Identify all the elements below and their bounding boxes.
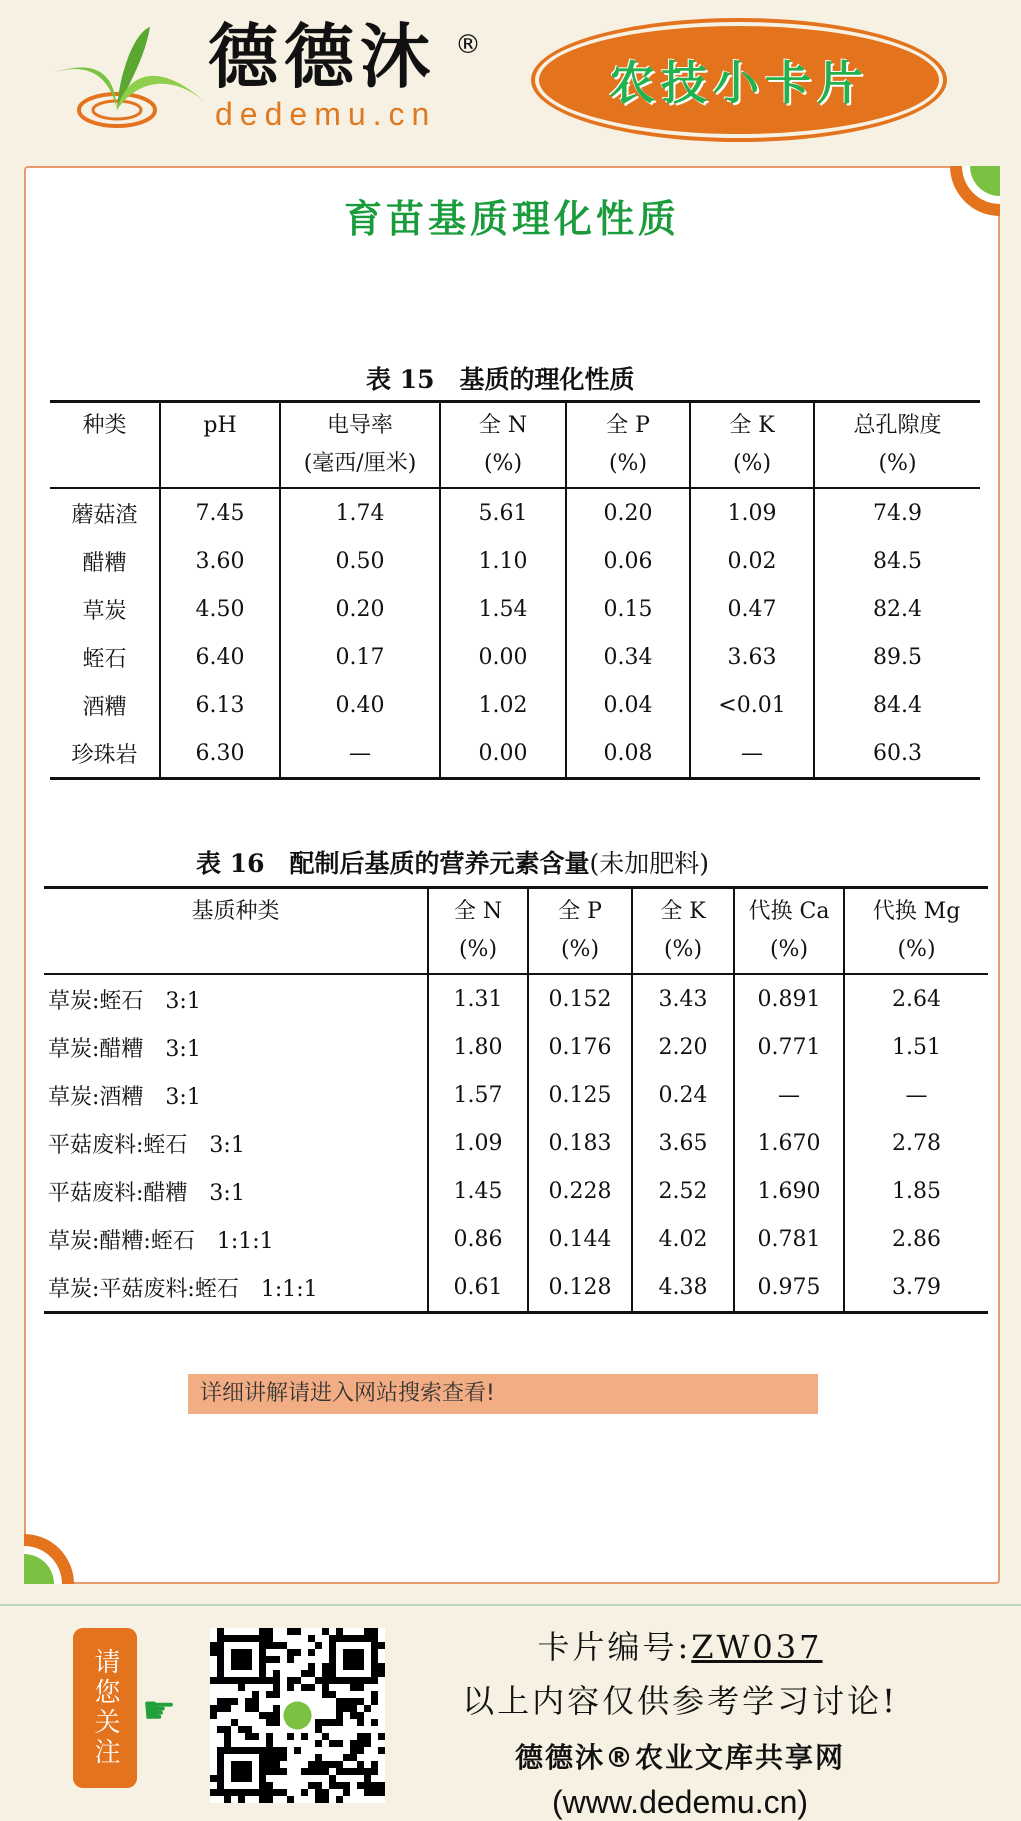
table-cell: 6.40 xyxy=(160,633,280,681)
table-cell: 0.17 xyxy=(280,633,440,681)
column-header-line: 全 N xyxy=(453,899,503,924)
table-cell: 0.00 xyxy=(440,633,566,681)
table-cell: 7.45 xyxy=(160,488,280,537)
table-cell: 0.975 xyxy=(734,1263,844,1313)
column-header-line: (%) xyxy=(483,451,523,476)
table-cell: 醋糟 xyxy=(82,550,127,576)
column-header xyxy=(280,402,440,489)
column-header xyxy=(44,888,428,975)
table-row xyxy=(50,537,980,585)
table-cell: 0.61 xyxy=(428,1263,528,1313)
table-cell: 0.50 xyxy=(280,537,440,585)
sprout-logo-icon xyxy=(55,22,205,132)
column-header-line: (%) xyxy=(458,937,498,962)
site-url[interactable]: (www.dedemu.cn) xyxy=(551,1784,809,1820)
table-cell: 0.06 xyxy=(566,537,690,585)
table-cell: 3.63 xyxy=(690,633,814,681)
table-cell: 0.128 xyxy=(528,1263,632,1313)
table-cell: 0.152 xyxy=(528,974,632,1023)
table-cell: 84.5 xyxy=(814,537,980,585)
column-header xyxy=(690,402,814,489)
site-name: 德德沐®农业文库共享网 xyxy=(514,1741,845,1774)
table-cell: 60.3 xyxy=(814,729,980,779)
table-cell: 3.43 xyxy=(632,974,734,1023)
table16-note: (未加肥料) xyxy=(589,849,710,878)
column-header-line: 基质种类 xyxy=(191,899,280,924)
table-cell: 1.45 xyxy=(428,1167,528,1215)
table-row xyxy=(44,1167,988,1215)
column-header-line: 总孔隙度 xyxy=(853,413,942,438)
table-cell: — xyxy=(690,729,814,779)
column-header xyxy=(428,888,528,975)
table15 xyxy=(50,400,980,780)
table16-caption xyxy=(196,844,709,880)
card-title: 育苗基质理化性质 xyxy=(343,197,680,241)
table-cell: 0.40 xyxy=(280,681,440,729)
column-header-line: (%) xyxy=(663,937,703,962)
table-cell: 1.10 xyxy=(440,537,566,585)
table-header-row xyxy=(50,402,980,489)
column-header-line: pH xyxy=(203,413,237,438)
table-cell: 0.20 xyxy=(280,585,440,633)
table-cell: 0.176 xyxy=(528,1023,632,1071)
corner-decoration xyxy=(24,1534,74,1584)
table-cell: 0.891 xyxy=(734,974,844,1023)
table-cell: 平菇废料:蛭石 3:1 xyxy=(48,1132,245,1158)
table-cell: — xyxy=(280,729,440,779)
table-row xyxy=(44,1023,988,1071)
table-cell: 1.09 xyxy=(428,1119,528,1167)
column-header-line: 代换 Ca xyxy=(748,899,830,924)
table-cell: 0.34 xyxy=(566,633,690,681)
table-row xyxy=(44,1119,988,1167)
table-cell: 2.78 xyxy=(844,1119,988,1167)
column-header-line: 种类 xyxy=(82,413,127,438)
table-header-row xyxy=(44,888,988,975)
table-cell: 0.183 xyxy=(528,1119,632,1167)
table-cell: — xyxy=(734,1071,844,1119)
table-cell: 蛭石 xyxy=(82,646,127,672)
table-row xyxy=(44,1071,988,1119)
column-header-line: (%) xyxy=(769,937,809,962)
table-cell: 6.13 xyxy=(160,681,280,729)
table-cell: 0.08 xyxy=(566,729,690,779)
follow-button[interactable]: 请您关注 xyxy=(73,1628,137,1788)
table-cell: 3.65 xyxy=(632,1119,734,1167)
table-cell: 0.15 xyxy=(566,585,690,633)
qr-code-icon[interactable] xyxy=(210,1628,385,1803)
table-cell: 0.02 xyxy=(690,537,814,585)
table-cell: 0.144 xyxy=(528,1215,632,1263)
pointing-hand-icon: ☛ xyxy=(142,1688,177,1732)
column-header xyxy=(160,402,280,489)
table-cell: 4.38 xyxy=(632,1263,734,1313)
table-cell: 6.30 xyxy=(160,729,280,779)
brand-url: dedemu.cn xyxy=(215,96,437,132)
column-header-line: (毫西/厘米) xyxy=(303,451,417,476)
column-header xyxy=(734,888,844,975)
table-cell: 2.86 xyxy=(844,1215,988,1263)
table-cell: 89.5 xyxy=(814,633,980,681)
table-cell: 蘑菇渣 xyxy=(71,502,138,528)
table-cell: 2.52 xyxy=(632,1167,734,1215)
registered-mark: ® xyxy=(455,30,481,60)
table-cell: 0.228 xyxy=(528,1167,632,1215)
column-header-line: 全 K xyxy=(729,413,775,438)
table-cell: 82.4 xyxy=(814,585,980,633)
table15-caption: 表 15 基质的理化性质 xyxy=(366,365,635,394)
table-cell: 0.20 xyxy=(566,488,690,537)
table-cell: 1.85 xyxy=(844,1167,988,1215)
table-cell: <0.01 xyxy=(690,681,814,729)
table-cell: 0.125 xyxy=(528,1071,632,1119)
table-cell: 1.02 xyxy=(440,681,566,729)
column-header-line: (%) xyxy=(560,937,600,962)
table-cell: 0.04 xyxy=(566,681,690,729)
table16-title: 表 16 配制后基质的营养元素含量 xyxy=(196,849,590,878)
table-cell: 1.670 xyxy=(734,1119,844,1167)
table-cell: 1.57 xyxy=(428,1071,528,1119)
table-cell: 0.771 xyxy=(734,1023,844,1071)
table-cell: 0.86 xyxy=(428,1215,528,1263)
table-row xyxy=(50,633,980,681)
table-cell: 1.09 xyxy=(690,488,814,537)
table-cell: 74.9 xyxy=(814,488,980,537)
column-header xyxy=(814,402,980,489)
table-cell: 1.31 xyxy=(428,974,528,1023)
table-row xyxy=(50,729,980,779)
card-number: ZW037 xyxy=(691,1628,823,1666)
column-header xyxy=(844,888,988,975)
table-cell: 平菇废料:醋糟 3:1 xyxy=(48,1180,245,1206)
card-info xyxy=(420,1622,940,1821)
table-cell: 84.4 xyxy=(814,681,980,729)
brand-name: 德德沐 xyxy=(208,16,436,98)
column-header xyxy=(632,888,734,975)
table-cell: 珍珠岩 xyxy=(71,742,138,768)
table-cell: 1.54 xyxy=(440,585,566,633)
table16 xyxy=(44,886,988,1314)
table-cell: 草炭:平菇废料:蛭石 1:1:1 xyxy=(48,1276,318,1302)
card-number-label: 卡片编号: xyxy=(537,1628,692,1666)
table-cell: 2.20 xyxy=(632,1023,734,1071)
table-row xyxy=(44,974,988,1023)
table-cell: 1.690 xyxy=(734,1167,844,1215)
table-cell: 4.02 xyxy=(632,1215,734,1263)
column-header xyxy=(528,888,632,975)
table-cell: 4.50 xyxy=(160,585,280,633)
table-cell: 1.74 xyxy=(280,488,440,537)
table-cell: 0.24 xyxy=(632,1071,734,1119)
table-cell: 2.64 xyxy=(844,974,988,1023)
table-row xyxy=(44,1263,988,1313)
column-header-line: (%) xyxy=(732,451,772,476)
table-cell: 3.60 xyxy=(160,537,280,585)
column-header-line: 全 P xyxy=(558,899,602,924)
table-cell: 3.79 xyxy=(844,1263,988,1313)
column-header xyxy=(566,402,690,489)
content-card xyxy=(24,166,1000,1584)
table-cell: 草炭:醋糟:蛭石 1:1:1 xyxy=(48,1228,274,1254)
table-cell: 0.00 xyxy=(440,729,566,779)
table-cell: 0.781 xyxy=(734,1215,844,1263)
table-cell: 酒糟 xyxy=(82,694,127,720)
column-header-line: 电导率 xyxy=(326,413,393,438)
disclaimer: 以上内容仅供参考学习讨论! xyxy=(462,1682,898,1720)
column-header-line: 全 K xyxy=(660,899,706,924)
divider xyxy=(0,1604,1021,1606)
column-header-line: (%) xyxy=(608,451,648,476)
table-row xyxy=(44,1215,988,1263)
table-row xyxy=(50,488,980,537)
table-cell: 5.61 xyxy=(440,488,566,537)
table-cell: 1.51 xyxy=(844,1023,988,1071)
table-cell: 草炭:蛭石 3:1 xyxy=(48,988,201,1014)
column-header-line: 代换 Mg xyxy=(872,899,961,924)
table-cell: 1.80 xyxy=(428,1023,528,1071)
card-badge xyxy=(535,22,943,138)
table-cell: 草炭:醋糟 3:1 xyxy=(48,1036,201,1062)
column-header-line: (%) xyxy=(897,937,936,962)
column-header xyxy=(440,402,566,489)
column-header-line: (%) xyxy=(878,451,917,476)
website-hint: 详细讲解请进入网站搜索查看! xyxy=(188,1374,818,1414)
table-cell: 草炭:酒糟 3:1 xyxy=(48,1084,201,1110)
table-row xyxy=(50,585,980,633)
column-header xyxy=(50,402,160,489)
column-header-line: 全 N xyxy=(478,413,528,438)
table-cell: 0.47 xyxy=(690,585,814,633)
column-header-line: 全 P xyxy=(606,413,650,438)
badge-label: 农技小卡片 xyxy=(609,56,869,110)
table-cell: — xyxy=(844,1071,988,1119)
table-row xyxy=(50,681,980,729)
table-cell: 草炭 xyxy=(82,598,127,624)
